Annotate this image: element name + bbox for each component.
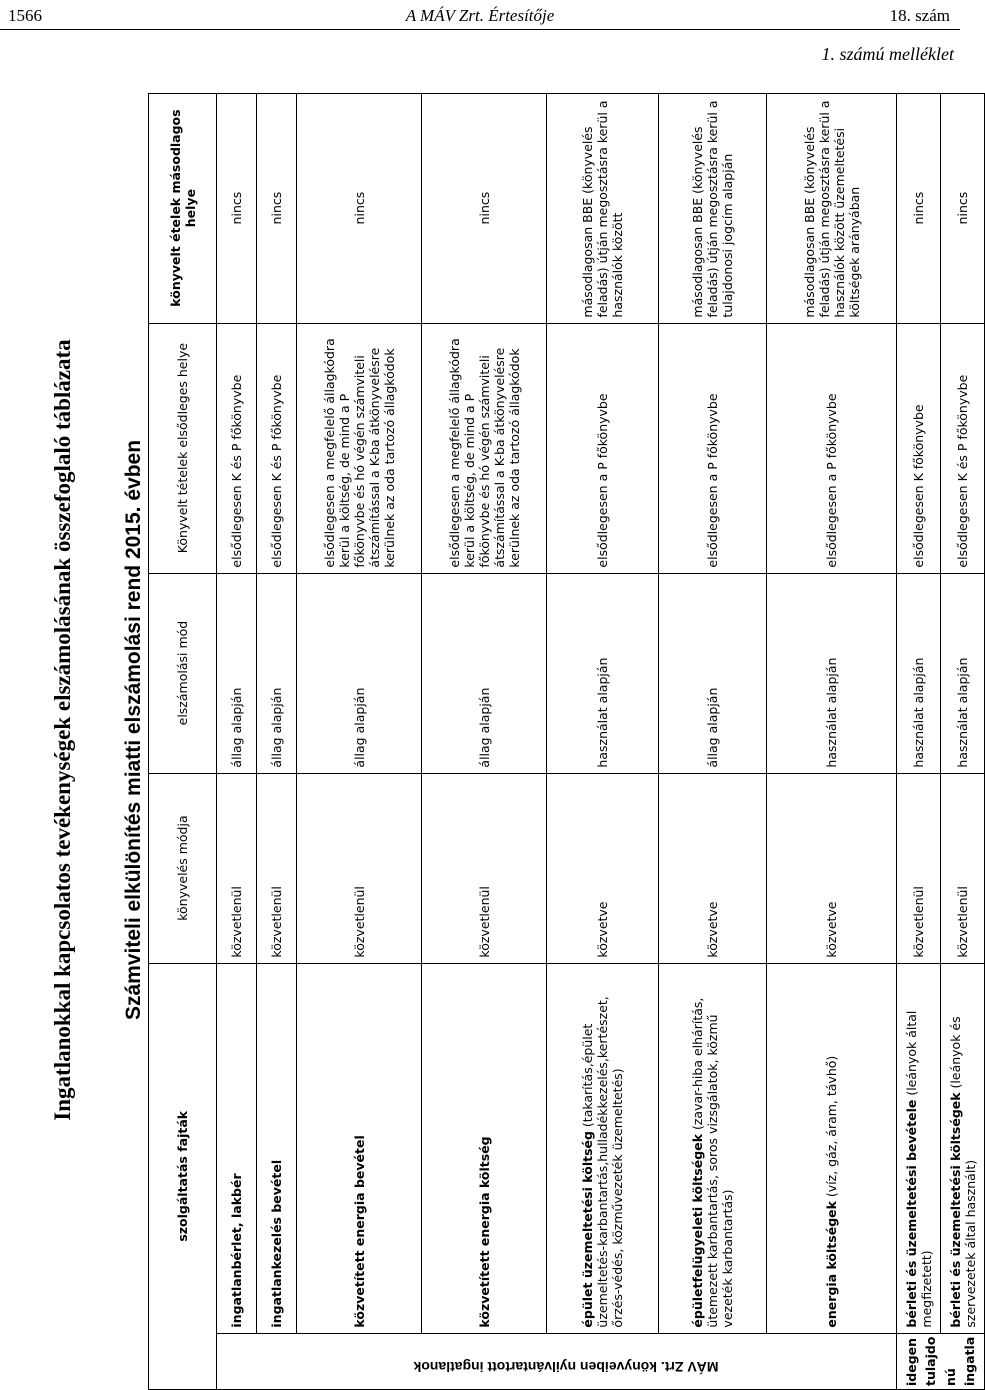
journal-title: A MÁV Zrt. Értesítője bbox=[405, 6, 555, 25]
service-detail: (víz, gáz, áram, távhő) bbox=[824, 1055, 839, 1202]
primary-place: elsődlegesen K főkönyvbe bbox=[897, 323, 941, 573]
service-detail: (leányok és szervezetek által használt) bbox=[947, 1016, 978, 1328]
col-header-primary: Könyvelt tételek elsődleges helye bbox=[149, 323, 217, 573]
table-row bbox=[547, 93, 659, 1389]
accounting-method: használat alapján bbox=[941, 573, 985, 773]
table-row bbox=[422, 93, 547, 1389]
primary-place: elsődlegesen a P főkönyvbe bbox=[659, 323, 767, 573]
col-header-service: szolgáltatás fajták bbox=[149, 963, 217, 1389]
summary-table bbox=[148, 93, 985, 1390]
accounting-method: állag alapján bbox=[217, 573, 257, 773]
table-row bbox=[897, 93, 941, 1389]
service-name: bérleti és üzemeltetési bevétele bbox=[903, 1099, 919, 1328]
table-header-row bbox=[149, 93, 217, 1389]
secondary-place: nincs bbox=[297, 93, 422, 323]
service-detail: (takarítás,épület üzemeltetés-karbantartás,hulladékkezelés,kertészet, őrzés-védés, közművezeték üzemeltetés) bbox=[580, 996, 625, 1328]
table-row bbox=[767, 93, 897, 1389]
secondary-place: nincs bbox=[257, 93, 297, 323]
table-row bbox=[297, 93, 422, 1389]
primary-place: elsődlegesen K és P főkönyvbe bbox=[217, 323, 257, 573]
secondary-place: másodlagosan BBE (könyvelés feladás) útján megosztásra kerül a használók között bbox=[547, 93, 659, 323]
service-name: épületfelügyeleti költségek bbox=[690, 1133, 705, 1328]
primary-place: elsődlegesen a P főkönyvbe bbox=[547, 323, 659, 573]
accounting-method: használat alapján bbox=[767, 573, 897, 773]
annex-label: 1. számú melléklet bbox=[821, 44, 954, 64]
group-foreign-label-2: nú ingatla bbox=[942, 1336, 977, 1386]
secondary-place: nincs bbox=[422, 93, 547, 323]
table-row bbox=[257, 93, 297, 1389]
service-detail: (leányok által megfizetett) bbox=[903, 1010, 934, 1328]
booking-method: közvetlenül bbox=[941, 773, 985, 963]
booking-method: közvetlenül bbox=[297, 773, 422, 963]
primary-place: elsődlegesen a megfelelő állagkódra kerül a költség, de mind a P főkönyvbe és hó végén számviteli átszámítással a K-ba átkönyvelésre kerülnek az oda tartozó állagkódok bbox=[297, 323, 422, 573]
page-header bbox=[0, 0, 960, 30]
secondary-place: nincs bbox=[897, 93, 941, 323]
service-name: bérleti és üzemeltetési költségek bbox=[947, 1092, 963, 1328]
secondary-place: másodlagosan BBE (könyvelés feladás) útján megosztásra kerül a használók között üzemeltetési költségek arányában bbox=[767, 93, 897, 323]
col-header-accounting: elszámolási mód bbox=[149, 573, 217, 773]
secondary-place: nincs bbox=[217, 93, 257, 323]
document-title: Ingatlanokkal kapcsolatos tevékenységek elszámolásának összefoglaló táblázata bbox=[50, 339, 75, 1121]
col-header-method: könyvelés módja bbox=[149, 773, 217, 963]
table-row bbox=[659, 93, 767, 1389]
service-name: energia költségek bbox=[824, 1201, 839, 1328]
secondary-place: nincs bbox=[941, 93, 985, 323]
rotated-page bbox=[0, 50, 978, 1390]
accounting-method: állag alapján bbox=[297, 573, 422, 773]
service-name: közvetített energia bevétel bbox=[351, 1135, 367, 1328]
primary-place: elsődlegesen K és P főkönyvbe bbox=[941, 323, 985, 573]
booking-method: közvetlenül bbox=[217, 773, 257, 963]
accounting-method: állag alapján bbox=[422, 573, 547, 773]
issue-number: 18. szám bbox=[889, 6, 950, 25]
page-number: 1566 bbox=[8, 6, 42, 25]
service-detail: (zavar-hiba elhárítás, ütemezett karbantartás, soros vizsgálatok, közmű vezeték karbantartás) bbox=[690, 997, 735, 1328]
accounting-method: állag alapján bbox=[659, 573, 767, 773]
service-name: ingatlankezelés bevétel bbox=[269, 1159, 284, 1328]
service-name: ingatlanbérlet, lakbér bbox=[229, 1173, 244, 1328]
col-header-secondary: könyvelt ételek másodlagos helye bbox=[149, 93, 217, 323]
booking-method: közvetlenül bbox=[257, 773, 297, 963]
group-foreign-label-1: idegen tulajdo bbox=[903, 1336, 939, 1386]
booking-method: közvetve bbox=[767, 773, 897, 963]
table-row bbox=[217, 93, 257, 1389]
group-own-properties bbox=[217, 1333, 897, 1389]
accounting-method: állag alapján bbox=[257, 573, 297, 773]
accounting-method: használat alapján bbox=[897, 573, 941, 773]
header-rule bbox=[0, 29, 960, 30]
booking-method: közvetve bbox=[547, 773, 659, 963]
group-foreign-properties bbox=[897, 1333, 985, 1389]
booking-method: közvetve bbox=[659, 773, 767, 963]
service-name: közvetített energia költség bbox=[476, 1136, 492, 1328]
primary-place: elsődlegesen K és P főkönyvbe bbox=[257, 323, 297, 573]
accounting-method: használat alapján bbox=[547, 573, 659, 773]
booking-method: közvetlenül bbox=[422, 773, 547, 963]
secondary-place: másodlagosan BBE (könyvelés feladás) útján megosztásra kerül a tulajdonosi jogcím alapján bbox=[659, 93, 767, 323]
document-subtitle: Számviteli elkülönítés miatti elszámolási rend 2015. évben bbox=[122, 439, 145, 1021]
primary-place: elsődlegesen a megfelelő állagkódra kerül a költség, de mind a P főkönyvbe és hó végén számviteli átszámítással a K-ba átkönyvelésre kerülnek az oda tartozó állagkódok bbox=[422, 323, 547, 573]
side-label: MÁV Zrt. könyveiben nyilvántartott ingatlanok bbox=[413, 1359, 719, 1375]
table-row bbox=[941, 93, 985, 1389]
booking-method: közvetlenül bbox=[897, 773, 941, 963]
service-name: épület üzemeltetési költség bbox=[580, 1131, 595, 1328]
primary-place: elsődlegesen a P főkönyvbe bbox=[767, 323, 897, 573]
